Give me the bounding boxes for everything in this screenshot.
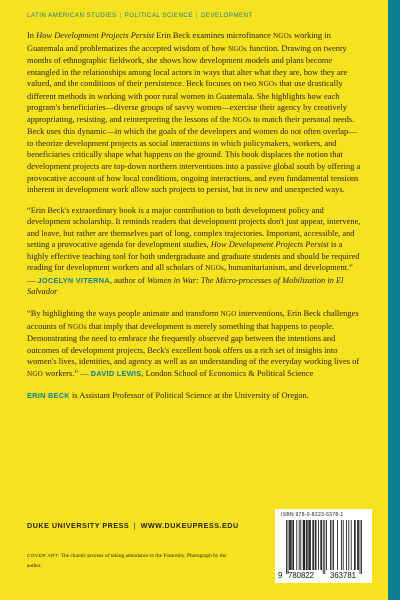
isbn-number: ISBN 978-0-8223-6378-1 [281, 512, 344, 518]
endorsement-text: is a highly effective teaching tool for both undergraduate and graduate students and should be required reading for development workers and all scholars of [27, 239, 360, 273]
back-cover-content [27, 30, 363, 402]
barcode-bar [323, 520, 324, 574]
author-bio [27, 390, 363, 402]
barcode-bar [289, 520, 290, 570]
barcode-bar [304, 520, 305, 570]
barcode-bar [361, 520, 362, 574]
endorsement-text: , London School of Economics & Political Science [141, 367, 314, 378]
subject-categories [27, 12, 253, 19]
cover-art-text: The chaotic process of taking attendance in the Fraternity. Photograph by the author. [27, 553, 227, 569]
description-text: to match their personal needs. Beck uses this dynamic—in which the goals of the developers and women do not often overlap—to theorize development projects as social interactions in which policymakers, workers, and beneficiaries critically shape what happens on the ground. This book displaces the notion that development projects are top-down northern interventions into a passive global south by offering a provocative account of how local conditions, ongoing interactions, and even fundamental tensions inherent in development work allow such projects to persist, but in new and unexpected ways. [27, 113, 361, 195]
publisher-line [27, 521, 239, 530]
barcode-bar [308, 520, 309, 570]
barcode-bar [357, 520, 358, 570]
barcode-bar [343, 520, 344, 570]
book-title: How Development Projects Persist [36, 30, 155, 40]
publisher-separator: | [133, 521, 137, 530]
barcode-bar [341, 520, 342, 570]
acronym-ngos: NGOs [258, 80, 278, 89]
endorsement-text: workers.” — [42, 367, 91, 378]
barcode-bar [360, 520, 361, 574]
endorsement-text: interventions, Erin Beck challenges accounts of [27, 308, 359, 331]
category-political-science: POLITICAL SCIENCE [124, 12, 193, 19]
barcode-bar [355, 520, 356, 570]
acronym-ngo: NGO [220, 310, 237, 319]
barcode-bar [358, 520, 359, 570]
category-latin-american-studies: LATIN AMERICAN STUDIES [27, 12, 117, 19]
barcode-left-digits: 780822 [288, 571, 315, 580]
barcode-bar [315, 520, 316, 570]
barcode-bar [313, 520, 314, 570]
endorser-work-title: Women in War: The Micro-processes of Mobilization in El Salvador [27, 274, 344, 297]
description-text: In [27, 30, 37, 40]
barcode-bar [304, 520, 305, 570]
endorsement-text: , author of [109, 274, 147, 285]
acronym-ngo: NGO [27, 369, 43, 378]
publisher-website: WWW.DUKEUPRESS.EDU [140, 521, 239, 530]
barcode-bar [310, 520, 311, 570]
barcode-bar [326, 520, 327, 570]
barcode-bar [330, 520, 331, 570]
barcode-bar [286, 520, 287, 574]
barcode-bar [296, 520, 297, 570]
book-title: How Development Projects Persist [210, 239, 329, 250]
barcode-bar [288, 520, 289, 574]
author-bio-text: is Assistant Professor of Political Science at the University of Oregon. [69, 390, 309, 401]
description-text: that use drastically different methods in working with poor rural women in Guatemala. She highlights how each program's beneficiaries—diverse groups of savvy women—exercise their agency by creatively appropriating, resisting, and reinterpreting the lessons of the [27, 78, 347, 124]
barcode-bar [348, 520, 349, 570]
category-separator: | [119, 12, 122, 19]
endorser-name: JOCELYN VITERNA [37, 275, 110, 285]
barcode-bar [351, 520, 352, 570]
category-development: DEVELOPMENT [200, 12, 253, 19]
description-text: function. Drawing on twenty months of ethnographic fieldwork, she shows how development models and plans become entangled in the relationships among local actors in ways that alter what they are, how they are valued, and the conditions of their persistence. Beck focuses on two [27, 42, 348, 89]
endorsement-lewis [27, 308, 363, 380]
endorsement-text: that imply that development is merely something that happens to people. Demonstrating the need to embrace the frequently observed gap between the intentions and outcomes of development projects, Beck's excellent book offers us a rich set of insights into women's lives, identities, and agency as well as an understanding of the everyday working lives of [27, 320, 360, 367]
barcode-bar [293, 520, 294, 570]
barcode-bar [306, 520, 307, 570]
publisher-name: DUKE UNIVERSITY PRESS [27, 521, 130, 530]
barcode-bar [291, 520, 292, 570]
isbn-barcode-box [275, 509, 372, 583]
endorsement-text: “By highlighting the ways people animate and transform [27, 308, 221, 319]
barcode-bar [320, 520, 321, 570]
barcode-bar [303, 520, 304, 570]
barcode-bar [309, 520, 310, 570]
acronym-ngos: NGOs [272, 32, 292, 40]
acronym-ngos: NGOs [228, 44, 247, 53]
barcode-bar [290, 520, 291, 570]
endorsement-text: , humanitarianism, and development.” — [27, 262, 353, 285]
endorsement-text: “Erin Beck's extraordinary book is a major contribution to both development policy and development scholarship. It reminds readers that development projects don't just appear, intervene, and leave, but rather are themselves part of long, complex trajectories. Important, accessible, and setting a provocative agenda for development studies, [27, 204, 361, 250]
author-name: ERIN BECK [27, 391, 70, 401]
barcode-bar [312, 520, 313, 570]
barcode-first-digit: 9 [278, 571, 283, 580]
acronym-ngos: NGOs [232, 115, 252, 124]
cover-art-label: COVER ART: [27, 554, 60, 559]
barcode-bar [292, 520, 293, 570]
barcode-bar [316, 520, 317, 570]
barcode-bar [346, 520, 347, 570]
acronym-ngos: NGOs [67, 322, 87, 331]
description-text: working in Guatemala and problematizes the accepted wisdom of how [27, 30, 331, 53]
barcode-bar [324, 520, 325, 574]
endorsement-viterna [27, 205, 363, 298]
barcode-bar [354, 520, 355, 570]
barcode-bar [299, 520, 300, 570]
endorser-name: DAVID LEWIS [90, 368, 142, 378]
acronym-ngos: NGOs [205, 264, 225, 273]
barcode-bar [307, 520, 308, 570]
book-description [27, 30, 363, 196]
cover-art-credit [27, 552, 242, 570]
barcode-bar [300, 520, 301, 570]
description-text: Erin Beck examines microfinance [154, 30, 273, 40]
barcode-bar [318, 520, 319, 570]
barcode-right-digits: 363781 [330, 571, 357, 580]
barcode-bar [337, 520, 338, 570]
barcode-bar [321, 520, 322, 570]
spine-color-stripe [388, 0, 400, 600]
category-separator: | [195, 12, 198, 19]
barcode-bar [332, 520, 333, 570]
barcode-bar [333, 520, 334, 570]
